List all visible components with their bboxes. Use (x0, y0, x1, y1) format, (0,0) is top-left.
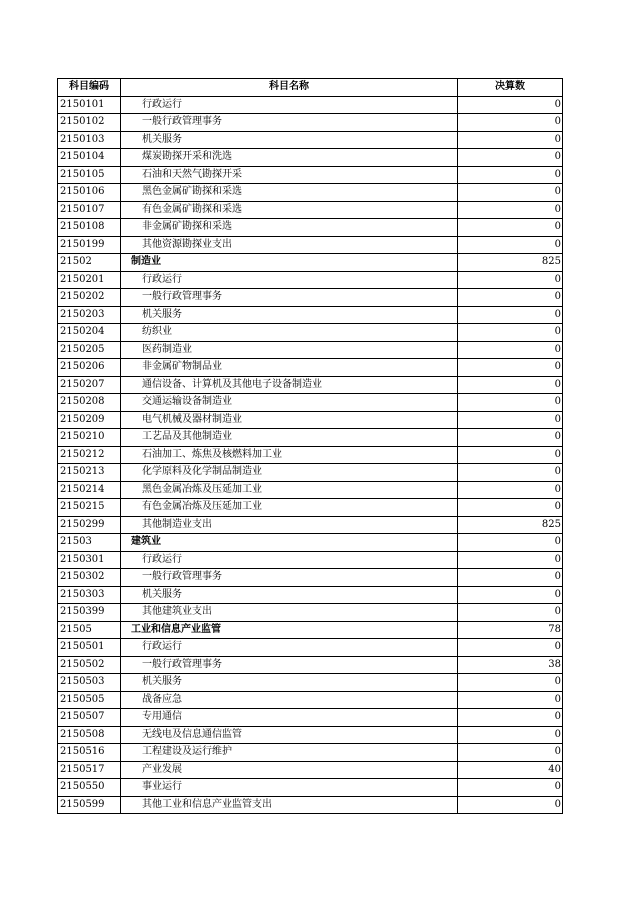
row-amount: 0 (458, 586, 563, 604)
row-name: 黑色金属冶炼及压延加工业 (121, 481, 458, 499)
row-code: 2150517 (58, 761, 121, 779)
row-name: 黑色金属矿勘探和采选 (121, 184, 458, 202)
row-amount: 0 (458, 604, 563, 622)
table-row (58, 656, 563, 674)
row-category-name: 工业和信息产业监管 (121, 621, 458, 639)
row-name: 行政运行 (121, 96, 458, 114)
table-row (58, 376, 563, 394)
row-code: 2150503 (58, 674, 121, 692)
table-row (58, 324, 563, 342)
row-name: 通信设备、计算机及其他电子设备制造业 (121, 376, 458, 394)
row-code: 2150201 (58, 271, 121, 289)
row-code: 2150105 (58, 166, 121, 184)
row-code: 2150214 (58, 481, 121, 499)
row-code: 21503 (58, 534, 121, 552)
table-row (58, 271, 563, 289)
row-name: 石油和天然气勘探开采 (121, 166, 458, 184)
row-name: 有色金属冶炼及压延加工业 (121, 499, 458, 517)
table-row (58, 481, 563, 499)
table-row (58, 411, 563, 429)
row-name: 其他工业和信息产业监管支出 (121, 796, 458, 814)
table-row (58, 131, 563, 149)
row-amount: 0 (458, 674, 563, 692)
row-code: 2150210 (58, 429, 121, 447)
row-amount: 0 (458, 96, 563, 114)
table-row (58, 359, 563, 377)
row-name: 产业发展 (121, 761, 458, 779)
table-row (58, 604, 563, 622)
row-amount: 0 (458, 341, 563, 359)
row-name: 一般行政管理事务 (121, 289, 458, 307)
table-row (58, 761, 563, 779)
table-row (58, 796, 563, 814)
table-row (58, 464, 563, 482)
row-name: 专用通信 (121, 709, 458, 727)
row-amount: 825 (458, 254, 563, 272)
row-amount: 0 (458, 359, 563, 377)
row-name: 机关服务 (121, 131, 458, 149)
row-amount: 0 (458, 131, 563, 149)
table-row (58, 674, 563, 692)
table-row (58, 551, 563, 569)
row-code: 2150303 (58, 586, 121, 604)
row-amount: 0 (458, 796, 563, 814)
header-row (58, 79, 563, 97)
table-row (58, 726, 563, 744)
row-name: 煤炭勘探开采和洗选 (121, 149, 458, 167)
row-amount: 0 (458, 219, 563, 237)
row-name: 机关服务 (121, 586, 458, 604)
row-name: 交通运输设备制造业 (121, 394, 458, 412)
row-amount: 0 (458, 551, 563, 569)
table-row (58, 709, 563, 727)
row-code: 2150205 (58, 341, 121, 359)
row-amount: 825 (458, 516, 563, 534)
row-code: 2150206 (58, 359, 121, 377)
header-name: 科目名称 (121, 79, 458, 97)
table-row (58, 236, 563, 254)
table-row (58, 534, 563, 552)
budget-table (57, 78, 563, 814)
row-name: 其他建筑业支出 (121, 604, 458, 622)
row-amount: 0 (458, 691, 563, 709)
row-amount: 0 (458, 639, 563, 657)
table-row (58, 446, 563, 464)
table-body (58, 96, 563, 814)
table-row (58, 621, 563, 639)
row-amount: 0 (458, 499, 563, 517)
row-code: 2150207 (58, 376, 121, 394)
row-amount: 0 (458, 534, 563, 552)
table-row (58, 306, 563, 324)
table-row (58, 569, 563, 587)
table-row (58, 184, 563, 202)
row-name: 有色金属矿勘探和采选 (121, 201, 458, 219)
row-name: 事业运行 (121, 779, 458, 797)
row-code: 2150302 (58, 569, 121, 587)
table-row (58, 429, 563, 447)
row-amount: 0 (458, 306, 563, 324)
row-name: 医药制造业 (121, 341, 458, 359)
row-name: 工艺品及其他制造业 (121, 429, 458, 447)
row-code: 2150103 (58, 131, 121, 149)
row-code: 2150507 (58, 709, 121, 727)
row-code: 2150599 (58, 796, 121, 814)
row-code: 2150204 (58, 324, 121, 342)
row-name: 无线电及信息通信监管 (121, 726, 458, 744)
table-row (58, 516, 563, 534)
row-name: 机关服务 (121, 674, 458, 692)
table-row (58, 201, 563, 219)
header-code: 科目编码 (58, 79, 121, 97)
row-code: 2150106 (58, 184, 121, 202)
row-name: 电气机械及器材制造业 (121, 411, 458, 429)
row-amount: 0 (458, 446, 563, 464)
row-code: 2150550 (58, 779, 121, 797)
row-name: 一般行政管理事务 (121, 569, 458, 587)
table-row (58, 341, 563, 359)
row-amount: 0 (458, 709, 563, 727)
table-row (58, 639, 563, 657)
budget-table-container (57, 78, 562, 814)
row-name: 战备应急 (121, 691, 458, 709)
row-amount: 40 (458, 761, 563, 779)
row-code: 2150202 (58, 289, 121, 307)
row-code: 2150516 (58, 744, 121, 762)
row-amount: 0 (458, 726, 563, 744)
row-name: 纺织业 (121, 324, 458, 342)
row-category-name: 制造业 (121, 254, 458, 272)
row-amount: 0 (458, 481, 563, 499)
table-row (58, 779, 563, 797)
row-amount: 0 (458, 114, 563, 132)
row-amount: 0 (458, 394, 563, 412)
table-row (58, 219, 563, 237)
row-code: 21502 (58, 254, 121, 272)
row-code: 2150199 (58, 236, 121, 254)
row-amount: 0 (458, 429, 563, 447)
row-name: 其他制造业支出 (121, 516, 458, 534)
row-code: 2150104 (58, 149, 121, 167)
table-row (58, 254, 563, 272)
row-code: 2150208 (58, 394, 121, 412)
row-code: 2150203 (58, 306, 121, 324)
header-amount: 决算数 (458, 79, 563, 97)
row-code: 2150107 (58, 201, 121, 219)
row-name: 一般行政管理事务 (121, 114, 458, 132)
row-code: 21505 (58, 621, 121, 639)
row-code: 2150399 (58, 604, 121, 622)
row-amount: 0 (458, 289, 563, 307)
row-amount: 0 (458, 324, 563, 342)
row-code: 2150212 (58, 446, 121, 464)
row-amount: 38 (458, 656, 563, 674)
row-amount: 0 (458, 376, 563, 394)
row-name: 行政运行 (121, 639, 458, 657)
row-amount: 0 (458, 184, 563, 202)
row-amount: 0 (458, 149, 563, 167)
row-amount: 0 (458, 569, 563, 587)
row-code: 2150299 (58, 516, 121, 534)
row-name: 石油加工、炼焦及核燃料加工业 (121, 446, 458, 464)
row-code: 2150209 (58, 411, 121, 429)
table-row (58, 586, 563, 604)
row-code: 2150508 (58, 726, 121, 744)
row-code: 2150102 (58, 114, 121, 132)
row-code: 2150502 (58, 656, 121, 674)
table-row (58, 166, 563, 184)
table-row (58, 96, 563, 114)
row-name: 其他资源勘探业支出 (121, 236, 458, 254)
table-row (58, 691, 563, 709)
table-row (58, 289, 563, 307)
row-code: 2150108 (58, 219, 121, 237)
row-name: 工程建设及运行维护 (121, 744, 458, 762)
row-amount: 0 (458, 744, 563, 762)
row-amount: 0 (458, 271, 563, 289)
row-name: 非金属矿物制品业 (121, 359, 458, 377)
row-amount: 0 (458, 201, 563, 219)
row-name: 化学原料及化学制品制造业 (121, 464, 458, 482)
row-name: 一般行政管理事务 (121, 656, 458, 674)
row-amount: 0 (458, 166, 563, 184)
row-code: 2150501 (58, 639, 121, 657)
row-code: 2150213 (58, 464, 121, 482)
row-name: 机关服务 (121, 306, 458, 324)
table-row (58, 744, 563, 762)
row-amount: 0 (458, 411, 563, 429)
row-code: 2150301 (58, 551, 121, 569)
row-amount: 0 (458, 464, 563, 482)
row-name: 非金属矿勘探和采选 (121, 219, 458, 237)
row-name: 行政运行 (121, 551, 458, 569)
row-amount: 0 (458, 236, 563, 254)
row-amount: 0 (458, 779, 563, 797)
row-amount: 78 (458, 621, 563, 639)
table-row (58, 499, 563, 517)
row-code: 2150215 (58, 499, 121, 517)
table-row (58, 149, 563, 167)
row-code: 2150505 (58, 691, 121, 709)
row-category-name: 建筑业 (121, 534, 458, 552)
table-row (58, 394, 563, 412)
row-name: 行政运行 (121, 271, 458, 289)
row-code: 2150101 (58, 96, 121, 114)
table-row (58, 114, 563, 132)
